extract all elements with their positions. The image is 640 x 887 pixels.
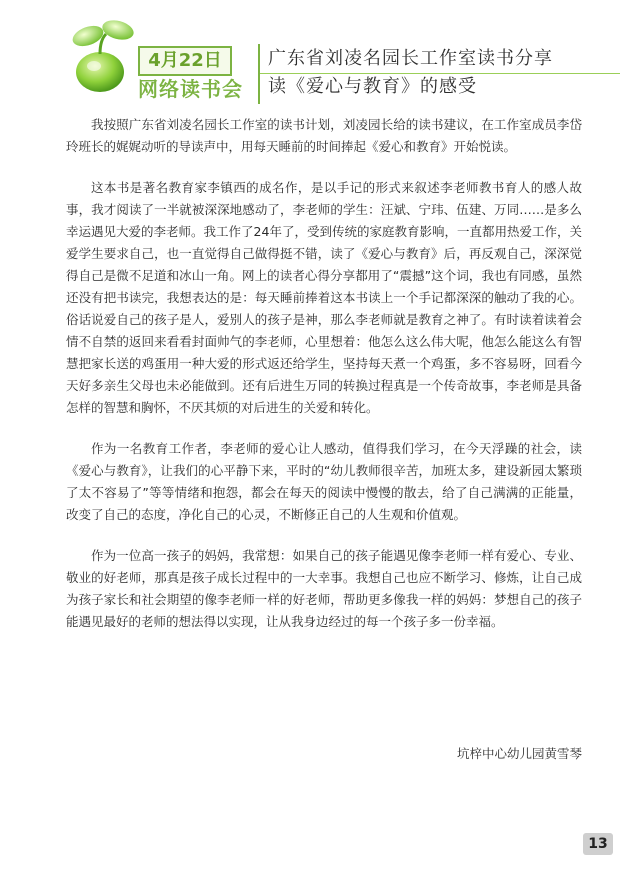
paragraph-4: 作为一位高一孩子的妈妈，我常想：如果自己的孩子能遇见像李老师一样有爱心、专业、敬业的好老师，那真是孩子成长过程中的一大幸事。我想自己也应不断学习、修炼，让自己成为孩子家长和社会期望的像李老师一样的好老师，帮助更多像我一样的妈妈：梦想自己的孩子能遇见最好的老师的想法得以实现，让从我身边经过的每一个孩子多一份幸福。 (66, 548, 582, 629)
page-number: 13 (583, 833, 613, 855)
header-divider (258, 44, 260, 104)
green-sprout-icon (60, 14, 150, 94)
paragraph-1: 我按照广东省刘凌名园长工作室的读书计划，刘凌园长给的读书建议，在工作室成员李岱玲班长的娓娓动听的导读声中，用每天睡前的时间捧起《爱心和教育》开始悦读。 (66, 117, 582, 154)
paragraph-3: 作为一名教育工作者，李老师的爱心让人感动，值得我们学习，在今天浮躁的社会，读《爱心与教育》，让我们的心平静下来，平时的“幼儿教师很辛苦，加班太多，建设新园太繁琐了太不容易了”等等情绪和抱怨，都会在每天的阅读中慢慢的散去，给了自己满满的正能量，改变了自己的态度，净化自己的心灵，不断修正自己的人生观和价值观。 (66, 441, 582, 522)
paragraph-2: 这本书是著名教育家李镇西的成名作，是以手记的形式来叙述李老师教书育人的感人故事，我才阅读了一半就被深深地感动了，李老师的学生：汪斌、宁玮、伍建、万同……是多么幸运遇见大爱的李老师。我工作了24年了，受到传统的家庭教育影响，一直都用热爱工作，关爱学生要求自己，也一直觉得自己做得挺不错，读了《爱心与教育》后，再反观自己，深深觉得自己是微不足道和冰山一角。网上的读者心得分享都用了“震撼”这个词，我也有同感，虽然还没有把书读完，我想表达的是：每天睡前捧着这本书读上一个手记都深深的触动了我的心。俗话说爱自己的孩子是人，爱别人的孩子是神，那么李老师就是教育之神了。有时读着读着会情不自禁的返回来看看封面帅气的李老师，心里想着：他怎么这么伟大呢，他怎么能这么有智慧把家长送的鸡蛋用一种大爱的形式返还给学生，坚持每天煮一个鸡蛋，多不容易呀，回看今天好多亲生父母也未必能做到。还有后进生万同的转换过程真是一个传奇故事，李老师是具备怎样的智慧和胸怀，不厌其烦的对后进生的关爱和转化。 (66, 180, 582, 415)
page-header (0, 0, 640, 110)
event-label: 网络读书会 (138, 77, 243, 101)
article-title-line1: 广东省刘凌名园长工作室读书分享 (268, 48, 553, 69)
article-body (66, 114, 582, 652)
article-title-line2: 读《爱心与教育》的感受 (268, 76, 477, 97)
event-date: 4月22日 (138, 46, 232, 76)
author-signature: 坑梓中心幼儿园黄雪琴 (456, 746, 582, 761)
